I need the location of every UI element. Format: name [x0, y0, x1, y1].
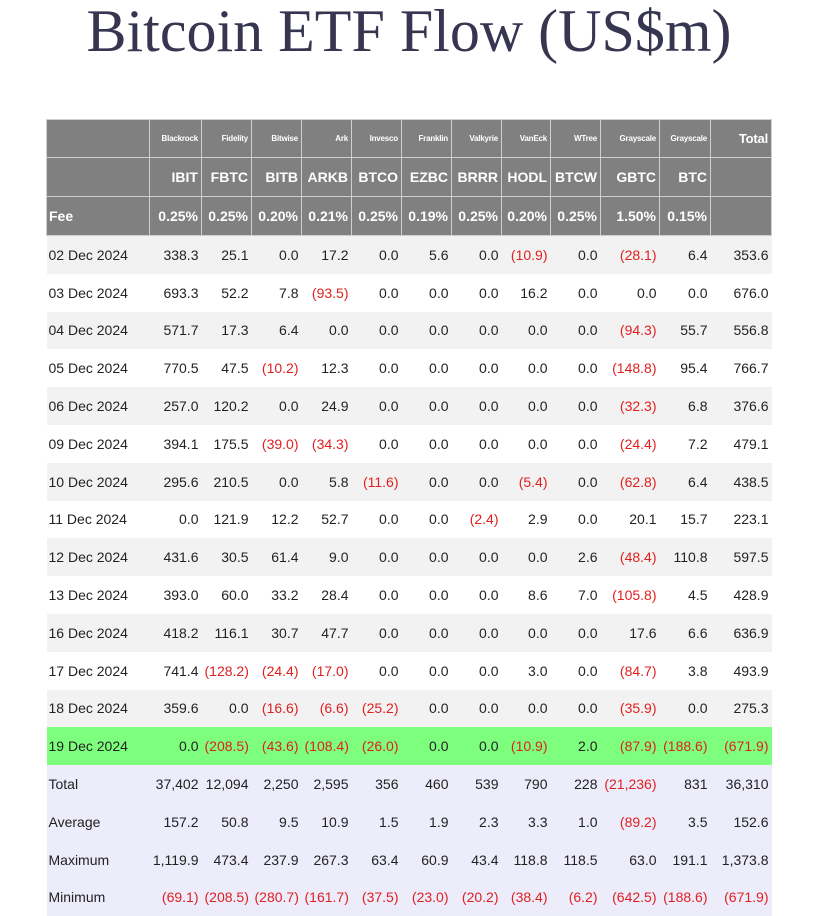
ticker-cell: BTC — [660, 158, 711, 197]
flow-value-cell: 356 — [352, 765, 402, 803]
flow-value-cell: 33.2 — [252, 576, 302, 614]
flow-value-cell: (26.0) — [352, 727, 402, 765]
flow-value-cell: 0.0 — [150, 501, 202, 539]
flow-value-cell: (6.6) — [302, 690, 352, 728]
stats-row — [47, 803, 772, 841]
flow-value-cell: (28.1) — [601, 236, 660, 274]
flow-value-cell: (89.2) — [601, 803, 660, 841]
flow-value-cell: (38.4) — [502, 879, 551, 916]
flow-value-cell: 237.9 — [252, 841, 302, 879]
flow-value-cell: 0.0 — [352, 387, 402, 425]
flow-value-cell: 191.1 — [660, 841, 711, 879]
flow-value-cell: 157.2 — [150, 803, 202, 841]
flow-value-cell: 0.0 — [352, 425, 402, 463]
flow-value-cell: 790 — [502, 765, 551, 803]
flow-value-cell: (23.0) — [402, 879, 452, 916]
date-cell: 11 Dec 2024 — [47, 501, 150, 539]
header-blank — [711, 197, 772, 236]
flow-value-cell: (24.4) — [252, 652, 302, 690]
flow-value-cell: 60.0 — [202, 576, 252, 614]
flow-value-cell: (25.2) — [352, 690, 402, 728]
date-cell: 04 Dec 2024 — [47, 312, 150, 350]
flow-value-cell: 2.0 — [551, 727, 601, 765]
total-value-cell: 438.5 — [711, 463, 772, 501]
flow-value-cell: 571.7 — [150, 312, 202, 350]
flow-value-cell: (108.4) — [302, 727, 352, 765]
flow-value-cell: 394.1 — [150, 425, 202, 463]
flow-value-cell: 61.4 — [252, 538, 302, 576]
flow-value-cell: 47.7 — [302, 614, 352, 652]
date-cell: 09 Dec 2024 — [47, 425, 150, 463]
flow-value-cell: 0.0 — [352, 576, 402, 614]
flow-value-cell: 12,094 — [202, 765, 252, 803]
flow-value-cell: 210.5 — [202, 463, 252, 501]
flow-value-cell: 0.0 — [402, 690, 452, 728]
flow-value-cell: (35.9) — [601, 690, 660, 728]
table-row — [47, 349, 772, 387]
flow-value-cell: 6.4 — [660, 463, 711, 501]
flow-value-cell: 0.0 — [352, 349, 402, 387]
fee-cell: 0.25% — [452, 197, 502, 236]
flow-value-cell: 0.0 — [502, 387, 551, 425]
flow-value-cell: 0.0 — [402, 614, 452, 652]
flow-value-cell: 7.8 — [252, 274, 302, 312]
flow-value-cell: 63.4 — [352, 841, 402, 879]
flow-value-cell: 0.0 — [551, 463, 601, 501]
ticker-cell: BTCW — [551, 158, 601, 197]
flow-value-cell: 0.0 — [452, 349, 502, 387]
flow-value-cell: 741.4 — [150, 652, 202, 690]
flow-value-cell: 3.3 — [502, 803, 551, 841]
flow-value-cell: 15.7 — [660, 501, 711, 539]
flow-value-cell: 110.8 — [660, 538, 711, 576]
flow-value-cell: (21,236) — [601, 765, 660, 803]
flow-value-cell: 12.3 — [302, 349, 352, 387]
flow-value-cell: 539 — [452, 765, 502, 803]
flow-value-cell: (62.8) — [601, 463, 660, 501]
flow-value-cell: 116.1 — [202, 614, 252, 652]
flow-value-cell: (642.5) — [601, 879, 660, 916]
ticker-cell: BTCO — [352, 158, 402, 197]
stats-row — [47, 879, 772, 916]
issuer-cell: Bitwise — [252, 120, 302, 158]
flow-value-cell: (10.2) — [252, 349, 302, 387]
flow-value-cell: 831 — [660, 765, 711, 803]
flow-value-cell: 63.0 — [601, 841, 660, 879]
flow-value-cell: (11.6) — [352, 463, 402, 501]
header-blank — [711, 158, 772, 197]
date-cell: 05 Dec 2024 — [47, 349, 150, 387]
flow-value-cell: 0.0 — [352, 614, 402, 652]
flow-value-cell: 52.2 — [202, 274, 252, 312]
table-row — [47, 614, 772, 652]
flow-value-cell: 0.0 — [352, 652, 402, 690]
flow-value-cell: (37.5) — [352, 879, 402, 916]
flow-value-cell: (69.1) — [150, 879, 202, 916]
flow-value-cell: 0.0 — [402, 274, 452, 312]
issuer-cell: Blackrock — [150, 120, 202, 158]
flow-value-cell: 20.1 — [601, 501, 660, 539]
flow-value-cell: 0.0 — [402, 727, 452, 765]
flow-value-cell: (32.3) — [601, 387, 660, 425]
flow-value-cell: 24.9 — [302, 387, 352, 425]
flow-value-cell: 0.0 — [402, 652, 452, 690]
flow-value-cell: 0.0 — [402, 576, 452, 614]
flow-value-cell: 0.0 — [551, 349, 601, 387]
flow-value-cell: 37,402 — [150, 765, 202, 803]
flow-value-cell: (34.3) — [302, 425, 352, 463]
flow-value-cell: 0.0 — [502, 690, 551, 728]
flow-value-cell: 0.0 — [660, 274, 711, 312]
total-value-cell: 152.6 — [711, 803, 772, 841]
stat-label: Total — [47, 765, 150, 803]
total-value-cell: 428.9 — [711, 576, 772, 614]
flow-value-cell: 5.8 — [302, 463, 352, 501]
total-value-cell: 676.0 — [711, 274, 772, 312]
date-cell: 12 Dec 2024 — [47, 538, 150, 576]
total-value-cell: 376.6 — [711, 387, 772, 425]
date-cell: 18 Dec 2024 — [47, 690, 150, 728]
flow-value-cell: 3.8 — [660, 652, 711, 690]
table-row — [47, 425, 772, 463]
flow-value-cell: 95.4 — [660, 349, 711, 387]
total-value-cell: 597.5 — [711, 538, 772, 576]
flow-value-cell: 9.0 — [302, 538, 352, 576]
ticker-cell: GBTC — [601, 158, 660, 197]
flow-value-cell: 5.6 — [402, 236, 452, 274]
flow-value-cell: (2.4) — [452, 501, 502, 539]
table-row — [47, 463, 772, 501]
flow-value-cell: 0.0 — [551, 274, 601, 312]
flow-value-cell: 2,250 — [252, 765, 302, 803]
table-row — [47, 576, 772, 614]
flow-value-cell: (6.2) — [551, 879, 601, 916]
flow-value-cell: 418.2 — [150, 614, 202, 652]
fee-cell: 0.25% — [551, 197, 601, 236]
fee-cell: 0.25% — [352, 197, 402, 236]
flow-value-cell: 2.6 — [551, 538, 601, 576]
fee-row — [47, 197, 772, 236]
total-value-cell: 556.8 — [711, 312, 772, 350]
flow-value-cell: (17.0) — [302, 652, 352, 690]
flow-value-cell: 121.9 — [202, 501, 252, 539]
flow-value-cell: 9.5 — [252, 803, 302, 841]
ticker-cell: EZBC — [402, 158, 452, 197]
flow-value-cell: 359.6 — [150, 690, 202, 728]
total-value-cell: 479.1 — [711, 425, 772, 463]
flow-value-cell: (84.7) — [601, 652, 660, 690]
flow-value-cell: 0.0 — [551, 614, 601, 652]
fee-cell: 0.19% — [402, 197, 452, 236]
flow-value-cell: 257.0 — [150, 387, 202, 425]
flow-value-cell: (5.4) — [502, 463, 551, 501]
flow-value-cell: 0.0 — [502, 538, 551, 576]
date-cell: 13 Dec 2024 — [47, 576, 150, 614]
fee-cell: 0.21% — [302, 197, 352, 236]
ticker-cell: ARKB — [302, 158, 352, 197]
flow-value-cell: 6.8 — [660, 387, 711, 425]
flow-value-cell: 0.0 — [452, 614, 502, 652]
flow-value-cell: (20.2) — [452, 879, 502, 916]
table-row — [47, 312, 772, 350]
fee-label: Fee — [47, 197, 150, 236]
flow-value-cell: 8.6 — [502, 576, 551, 614]
flow-value-cell: (48.4) — [601, 538, 660, 576]
flow-value-cell: (43.6) — [252, 727, 302, 765]
flow-value-cell: 295.6 — [150, 463, 202, 501]
ticker-cell: FBTC — [202, 158, 252, 197]
flow-value-cell: 0.0 — [402, 312, 452, 350]
etf-flow-table — [46, 119, 772, 916]
flow-value-cell: 6.4 — [252, 312, 302, 350]
ticker-cell: BRRR — [452, 158, 502, 197]
flow-value-cell: 2,595 — [302, 765, 352, 803]
flow-value-cell: 228 — [551, 765, 601, 803]
total-value-cell: 1,373.8 — [711, 841, 772, 879]
issuer-cell: WTree — [551, 120, 601, 158]
date-cell: 17 Dec 2024 — [47, 652, 150, 690]
table-row — [47, 538, 772, 576]
flow-value-cell: 28.4 — [302, 576, 352, 614]
flow-value-cell: 0.0 — [352, 274, 402, 312]
fee-cell: 0.25% — [150, 197, 202, 236]
flow-value-cell: 6.6 — [660, 614, 711, 652]
flow-value-cell: 1.5 — [352, 803, 402, 841]
flow-value-cell: 25.1 — [202, 236, 252, 274]
fee-cell: 0.25% — [202, 197, 252, 236]
issuer-cell: Franklin — [402, 120, 452, 158]
flow-value-cell: 0.0 — [402, 425, 452, 463]
stats-row — [47, 765, 772, 803]
flow-value-cell: 473.4 — [202, 841, 252, 879]
total-column-header: Total — [711, 120, 772, 158]
flow-value-cell: 0.0 — [452, 236, 502, 274]
table-row — [47, 236, 772, 274]
flow-value-cell: 0.0 — [551, 236, 601, 274]
flow-value-cell: 0.0 — [452, 387, 502, 425]
flow-value-cell: 0.0 — [402, 387, 452, 425]
stat-label: Average — [47, 803, 150, 841]
flow-value-cell: 17.6 — [601, 614, 660, 652]
flow-value-cell: 0.0 — [502, 425, 551, 463]
flow-value-cell: 4.5 — [660, 576, 711, 614]
flow-value-cell: 17.2 — [302, 236, 352, 274]
flow-value-cell: (87.9) — [601, 727, 660, 765]
table-row — [47, 690, 772, 728]
flow-value-cell: 0.0 — [502, 349, 551, 387]
flow-value-cell: 338.3 — [150, 236, 202, 274]
issuer-cell: Fidelity — [202, 120, 252, 158]
issuer-cell: Grayscale — [660, 120, 711, 158]
flow-value-cell: 0.0 — [660, 690, 711, 728]
flow-value-cell: 175.5 — [202, 425, 252, 463]
flow-value-cell: 2.9 — [502, 501, 551, 539]
flow-value-cell: 0.0 — [202, 690, 252, 728]
issuer-cell: Ark — [302, 120, 352, 158]
flow-value-cell: 2.3 — [452, 803, 502, 841]
flow-value-cell: (188.6) — [660, 879, 711, 916]
total-value-cell: (671.9) — [711, 727, 772, 765]
flow-value-cell: 393.0 — [150, 576, 202, 614]
flow-value-cell: 0.0 — [252, 463, 302, 501]
flow-value-cell: (16.6) — [252, 690, 302, 728]
fee-cell: 0.15% — [660, 197, 711, 236]
flow-value-cell: 0.0 — [551, 425, 601, 463]
total-value-cell: 493.9 — [711, 652, 772, 690]
flow-value-cell: 7.0 — [551, 576, 601, 614]
flow-value-cell: 431.6 — [150, 538, 202, 576]
ticker-cell: HODL — [502, 158, 551, 197]
flow-value-cell: (10.9) — [502, 236, 551, 274]
flow-value-cell: (10.9) — [502, 727, 551, 765]
flow-value-cell: 0.0 — [551, 501, 601, 539]
flow-value-cell: 10.9 — [302, 803, 352, 841]
flow-value-cell: 16.2 — [502, 274, 551, 312]
fee-cell: 0.20% — [502, 197, 551, 236]
flow-value-cell: 3.0 — [502, 652, 551, 690]
issuer-row — [47, 120, 772, 158]
flow-value-cell: 0.0 — [352, 501, 402, 539]
flow-value-cell: 0.0 — [452, 652, 502, 690]
issuer-cell: VanEck — [502, 120, 551, 158]
issuer-cell: Invesco — [352, 120, 402, 158]
flow-value-cell: 0.0 — [402, 501, 452, 539]
table-row — [47, 501, 772, 539]
header-corner — [47, 120, 150, 158]
total-value-cell: 275.3 — [711, 690, 772, 728]
flow-value-cell: (148.8) — [601, 349, 660, 387]
flow-value-cell: 0.0 — [551, 652, 601, 690]
header-corner — [47, 158, 150, 197]
date-cell: 06 Dec 2024 — [47, 387, 150, 425]
flow-value-cell: 0.0 — [551, 690, 601, 728]
total-value-cell: 636.9 — [711, 614, 772, 652]
flow-value-cell: 118.8 — [502, 841, 551, 879]
flow-value-cell: 43.4 — [452, 841, 502, 879]
flow-value-cell: 0.0 — [551, 312, 601, 350]
table-row — [47, 274, 772, 312]
flow-value-cell: (93.5) — [302, 274, 352, 312]
flow-value-cell: 0.0 — [452, 576, 502, 614]
flow-value-cell: 6.4 — [660, 236, 711, 274]
flow-value-cell: 267.3 — [302, 841, 352, 879]
fee-cell: 0.20% — [252, 197, 302, 236]
flow-value-cell: 0.0 — [252, 387, 302, 425]
flow-value-cell: 0.0 — [150, 727, 202, 765]
flow-value-cell: 0.0 — [252, 236, 302, 274]
issuer-cell: Valkyrie — [452, 120, 502, 158]
fee-cell: 1.50% — [601, 197, 660, 236]
flow-value-cell: (128.2) — [202, 652, 252, 690]
flow-value-cell: (188.6) — [660, 727, 711, 765]
flow-value-cell: 0.0 — [352, 312, 402, 350]
flow-value-cell: 55.7 — [660, 312, 711, 350]
flow-value-cell: 0.0 — [601, 274, 660, 312]
flow-value-cell: 0.0 — [502, 312, 551, 350]
flow-value-cell: 0.0 — [352, 538, 402, 576]
flow-value-cell: 17.3 — [202, 312, 252, 350]
flow-value-cell: 0.0 — [551, 387, 601, 425]
flow-value-cell: 693.3 — [150, 274, 202, 312]
stats-row — [47, 841, 772, 879]
table-row — [47, 652, 772, 690]
flow-value-cell: 12.2 — [252, 501, 302, 539]
flow-value-cell: (39.0) — [252, 425, 302, 463]
flow-value-cell: 0.0 — [502, 614, 551, 652]
total-value-cell: (671.9) — [711, 879, 772, 916]
flow-value-cell: 120.2 — [202, 387, 252, 425]
date-cell: 16 Dec 2024 — [47, 614, 150, 652]
flow-value-cell: 0.0 — [402, 349, 452, 387]
flow-value-cell: 0.0 — [352, 236, 402, 274]
flow-value-cell: 0.0 — [452, 312, 502, 350]
flow-value-cell: 0.0 — [452, 463, 502, 501]
flow-value-cell: (161.7) — [302, 879, 352, 916]
flow-value-cell: 770.5 — [150, 349, 202, 387]
flow-value-cell: (105.8) — [601, 576, 660, 614]
flow-value-cell: 3.5 — [660, 803, 711, 841]
flow-value-cell: 7.2 — [660, 425, 711, 463]
flow-value-cell: 0.0 — [452, 274, 502, 312]
flow-value-cell: 460 — [402, 765, 452, 803]
flow-value-cell: 1.0 — [551, 803, 601, 841]
stat-label: Maximum — [47, 841, 150, 879]
flow-value-cell: (94.3) — [601, 312, 660, 350]
flow-value-cell: 1.9 — [402, 803, 452, 841]
flow-value-cell: 30.7 — [252, 614, 302, 652]
flow-value-cell: 0.0 — [402, 538, 452, 576]
date-cell: 10 Dec 2024 — [47, 463, 150, 501]
ticker-cell: IBIT — [150, 158, 202, 197]
issuer-cell: Grayscale — [601, 120, 660, 158]
total-value-cell: 36,310 — [711, 765, 772, 803]
flow-value-cell: 0.0 — [402, 463, 452, 501]
flow-value-cell: (280.7) — [252, 879, 302, 916]
table-row — [47, 727, 772, 765]
flow-value-cell: 0.0 — [452, 538, 502, 576]
table-row — [47, 387, 772, 425]
ticker-cell: BITB — [252, 158, 302, 197]
date-cell: 03 Dec 2024 — [47, 274, 150, 312]
flow-value-cell: 50.8 — [202, 803, 252, 841]
ticker-row — [47, 158, 772, 197]
flow-value-cell: 60.9 — [402, 841, 452, 879]
flow-value-cell: 0.0 — [302, 312, 352, 350]
flow-value-cell: 1,119.9 — [150, 841, 202, 879]
total-value-cell: 223.1 — [711, 501, 772, 539]
date-cell: 19 Dec 2024 — [47, 727, 150, 765]
flow-value-cell: (208.5) — [202, 727, 252, 765]
flow-value-cell: 0.0 — [452, 690, 502, 728]
stat-label: Minimum — [47, 879, 150, 916]
flow-value-cell: (24.4) — [601, 425, 660, 463]
flow-value-cell: 30.5 — [202, 538, 252, 576]
flow-value-cell: (208.5) — [202, 879, 252, 916]
page-title: Bitcoin ETF Flow (US$m) — [86, 0, 732, 64]
flow-value-cell: 0.0 — [452, 727, 502, 765]
flow-value-cell: 52.7 — [302, 501, 352, 539]
flow-value-cell: 118.5 — [551, 841, 601, 879]
flow-value-cell: 47.5 — [202, 349, 252, 387]
total-value-cell: 766.7 — [711, 349, 772, 387]
total-value-cell: 353.6 — [711, 236, 772, 274]
date-cell: 02 Dec 2024 — [47, 236, 150, 274]
flow-value-cell: 0.0 — [452, 425, 502, 463]
